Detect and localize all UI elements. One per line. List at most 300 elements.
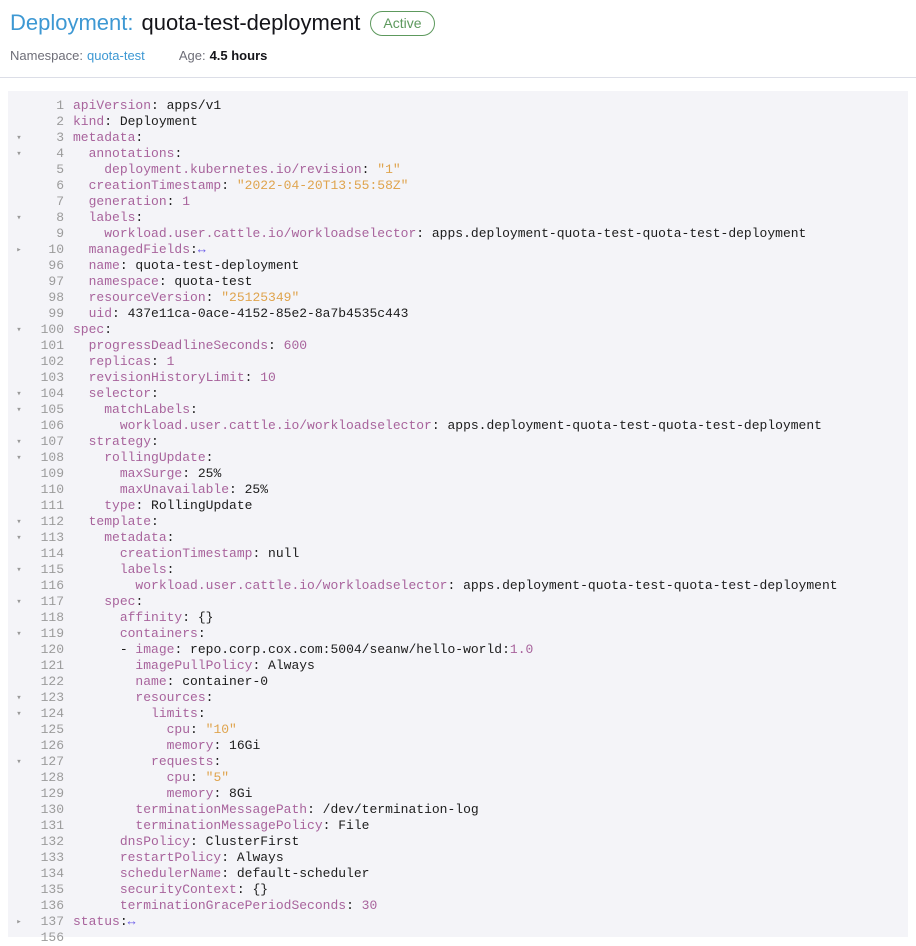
yaml-editor[interactable] <box>8 91 908 945</box>
line-content <box>73 514 159 530</box>
code-line[interactable] <box>8 754 908 770</box>
line-number: 124 <box>40 706 64 721</box>
fold-gutter-spacer <box>8 642 30 658</box>
code-line[interactable] <box>8 866 908 882</box>
code-line[interactable] <box>8 210 908 226</box>
code-line[interactable] <box>8 338 908 354</box>
line-content <box>73 274 252 290</box>
yaml-token: : <box>104 322 113 337</box>
yaml-token: generation <box>88 194 167 209</box>
line-content <box>73 610 213 626</box>
yaml-token: memory <box>166 738 214 753</box>
code-line[interactable] <box>8 418 908 434</box>
line-number: 135 <box>40 882 64 897</box>
fold-open-toggle-icon[interactable]: ▾ <box>16 405 22 415</box>
code-line[interactable] <box>8 546 908 562</box>
line-number: 133 <box>40 850 64 865</box>
line-content <box>73 242 206 258</box>
line-number: 129 <box>40 786 64 801</box>
fold-gutter-spacer <box>8 722 30 738</box>
yaml-token: : <box>190 722 206 737</box>
namespace-label: Namespace: <box>10 48 83 63</box>
line-content <box>73 98 221 114</box>
line-content <box>73 914 135 930</box>
code-line[interactable] <box>8 402 908 418</box>
code-line[interactable] <box>8 130 908 146</box>
yaml-token: template <box>88 514 152 529</box>
fold-gutter-spacer <box>8 546 30 562</box>
line-content <box>73 546 299 562</box>
yaml-token: 600 <box>283 338 308 353</box>
line-number: 113 <box>40 530 64 545</box>
line-content <box>73 866 369 882</box>
line-number: 101 <box>40 338 64 353</box>
line-number: 109 <box>40 466 64 481</box>
yaml-token: : 25% <box>229 482 269 497</box>
fold-open-toggle-icon[interactable]: ▾ <box>16 517 22 527</box>
code-line[interactable] <box>8 594 908 610</box>
yaml-token: : quota-test-deployment <box>119 258 300 273</box>
yaml-token: : Always <box>221 850 284 865</box>
detail-header <box>0 0 916 63</box>
fold-gutter-spacer <box>8 658 30 674</box>
yaml-token: : default-scheduler <box>221 866 370 881</box>
line-number: 9 <box>56 226 64 241</box>
yaml-token: selector <box>88 386 152 401</box>
fold-open-toggle-icon[interactable]: ▾ <box>16 453 22 463</box>
yaml-token: : <box>174 146 183 161</box>
line-number: 120 <box>40 642 64 657</box>
code-line[interactable] <box>8 386 908 402</box>
code-line[interactable] <box>8 930 908 946</box>
fold-open-toggle-icon[interactable]: ▾ <box>16 437 22 447</box>
code-line[interactable] <box>8 562 908 578</box>
line-content <box>73 450 213 466</box>
fold-gutter-spacer <box>8 482 30 498</box>
code-line[interactable] <box>8 258 908 274</box>
yaml-token: labels <box>88 210 136 225</box>
code-line[interactable] <box>8 450 908 466</box>
yaml-token: annotations <box>88 146 175 161</box>
fold-open-toggle-icon[interactable]: ▾ <box>16 565 22 575</box>
yaml-token: : container-0 <box>166 674 269 689</box>
yaml-token: : <box>197 706 206 721</box>
code-line[interactable] <box>8 882 908 898</box>
code-line[interactable] <box>8 194 908 210</box>
yaml-token: 1 <box>182 194 191 209</box>
fold-gutter-spacer <box>8 418 30 434</box>
line-content <box>73 322 112 338</box>
line-content <box>73 690 213 706</box>
age-value: 4.5 hours <box>209 48 268 63</box>
yaml-token: securityContext <box>119 882 237 897</box>
yaml-token: labels <box>119 562 167 577</box>
yaml-token: : <box>151 434 159 449</box>
line-content <box>73 706 206 722</box>
line-number: 127 <box>40 754 64 769</box>
line-content <box>73 482 268 498</box>
line-content <box>73 882 268 898</box>
code-line[interactable] <box>8 738 908 754</box>
yaml-token: : <box>151 386 159 401</box>
yaml-token: revisionHistoryLimit <box>88 370 245 385</box>
line-content <box>73 418 822 434</box>
yaml-token: progressDeadlineSeconds <box>88 338 269 353</box>
yaml-token: : apps.deployment-quota-test-quota-test-deployment <box>416 226 807 241</box>
yaml-token: replicas <box>88 354 152 369</box>
fold-gutter-spacer <box>8 882 30 898</box>
fold-gutter-spacer <box>8 898 30 914</box>
fold-open-toggle-icon[interactable]: ▾ <box>16 757 22 767</box>
line-number: 110 <box>40 482 64 497</box>
yaml-token: schedulerName <box>119 866 222 881</box>
yaml-token: : <box>205 290 222 305</box>
line-number: 7 <box>56 194 64 209</box>
fold-gutter-spacer <box>8 786 30 802</box>
fold-gutter-spacer <box>8 98 30 114</box>
code-line[interactable] <box>8 578 908 594</box>
code-line[interactable] <box>8 530 908 546</box>
line-number: 115 <box>40 562 64 577</box>
yaml-token: "5" <box>205 770 230 785</box>
resource-type-link[interactable]: Deployment: <box>10 10 134 35</box>
code-line[interactable] <box>8 642 908 658</box>
yaml-token: : File <box>322 818 370 833</box>
fold-collapsed-toggle-icon[interactable]: ▸ <box>16 245 22 255</box>
yaml-token: terminationGracePeriodSeconds <box>119 898 347 913</box>
fold-gutter-spacer <box>8 114 30 130</box>
yaml-token: : {} <box>182 610 214 625</box>
code-line[interactable] <box>8 178 908 194</box>
fold-gutter-spacer <box>8 370 30 386</box>
line-number: 98 <box>48 290 64 305</box>
code-line[interactable] <box>8 514 908 530</box>
yaml-token: managedFields <box>88 242 191 257</box>
line-number: 102 <box>40 354 64 369</box>
folded-content-marker[interactable]: ↔ <box>127 914 136 929</box>
line-content <box>73 818 369 834</box>
yaml-token: spec <box>73 322 105 337</box>
line-number: 125 <box>40 722 64 737</box>
code-line[interactable] <box>8 114 908 130</box>
yaml-token: containers <box>119 626 198 641</box>
yaml-token: : ClusterFirst <box>190 834 300 849</box>
line-number: 123 <box>40 690 64 705</box>
code-line[interactable] <box>8 226 908 242</box>
fold-collapsed-toggle-icon[interactable]: ▸ <box>16 917 22 927</box>
yaml-token: : Deployment <box>104 114 198 129</box>
line-content <box>73 290 299 306</box>
code-line[interactable] <box>8 898 908 914</box>
line-number: 103 <box>40 370 64 385</box>
yaml-token: 1 <box>166 354 175 369</box>
line-number: 107 <box>40 434 64 449</box>
line-content <box>73 258 299 274</box>
line-content <box>73 658 315 674</box>
fold-gutter-spacer <box>8 466 30 482</box>
yaml-token: workload.user.cattle.io/workloadselector <box>135 578 448 593</box>
fold-gutter-spacer <box>8 498 30 514</box>
fold-open-toggle-icon[interactable]: ▾ <box>16 629 22 639</box>
yaml-token: : <box>197 626 206 641</box>
yaml-token: : <box>119 914 128 929</box>
code-line[interactable] <box>8 242 908 258</box>
yaml-token: : 16Gi <box>213 738 261 753</box>
yaml-token: : <box>151 354 167 369</box>
fold-gutter-spacer <box>8 674 30 690</box>
yaml-token: requests <box>151 754 214 769</box>
fold-open-toggle-icon[interactable]: ▾ <box>16 325 22 335</box>
line-content <box>73 850 284 866</box>
fold-gutter-spacer <box>8 738 30 754</box>
page-title <box>10 8 906 38</box>
yaml-token: : apps/v1 <box>151 98 222 113</box>
line-content <box>73 178 408 194</box>
yaml-token: 30 <box>361 898 378 913</box>
line-number: 97 <box>48 274 64 289</box>
yaml-token: metadata <box>104 530 167 545</box>
yaml-token: : 437e11ca-0ace-4152-85e2-8a7b4535c443 <box>112 306 409 321</box>
yaml-token: creationTimestamp <box>119 546 253 561</box>
yaml-token: : apps.deployment-quota-test-quota-test-deployment <box>431 418 822 433</box>
yaml-token: : <box>135 210 144 225</box>
yaml-token: workload.user.cattle.io/workloadselector <box>119 418 432 433</box>
code-area[interactable] <box>8 98 908 946</box>
yaml-token: terminationMessagePath <box>135 802 308 817</box>
fold-gutter-spacer <box>8 194 30 210</box>
line-content <box>73 354 174 370</box>
code-line[interactable] <box>8 482 908 498</box>
yaml-token: 10 <box>260 370 276 385</box>
yaml-token: : /dev/termination-log <box>307 802 479 817</box>
yaml-token: : <box>166 194 183 209</box>
line-number: 5 <box>56 162 64 177</box>
code-line[interactable] <box>8 850 908 866</box>
yaml-token: : <box>190 402 198 417</box>
line-content <box>73 754 221 770</box>
resource-name: quota-test-deployment <box>141 10 361 35</box>
yaml-token: : <box>135 594 144 609</box>
line-content <box>73 642 533 658</box>
fold-gutter-spacer <box>8 818 30 834</box>
yaml-token: apiVersion <box>73 98 152 113</box>
fold-gutter-spacer <box>8 930 30 946</box>
yaml-token: type <box>104 498 136 513</box>
line-number: 112 <box>40 514 64 529</box>
yaml-token: namespace <box>88 274 159 289</box>
yaml-token: resourceVersion <box>88 290 206 305</box>
line-number: 4 <box>56 146 64 161</box>
line-number: 105 <box>40 402 64 417</box>
fold-gutter-spacer <box>8 290 30 306</box>
line-number: 130 <box>40 802 64 817</box>
resource-meta <box>10 48 906 63</box>
code-line[interactable] <box>8 162 908 178</box>
fold-gutter-spacer <box>8 338 30 354</box>
line-number: 128 <box>40 770 64 785</box>
yaml-token: name <box>88 258 120 273</box>
yaml-token: strategy <box>88 434 152 449</box>
line-content <box>73 466 221 482</box>
code-line[interactable] <box>8 834 908 850</box>
code-line[interactable] <box>8 98 908 114</box>
yaml-token: resources <box>135 690 206 705</box>
code-line[interactable] <box>8 290 908 306</box>
code-line[interactable] <box>8 674 908 690</box>
yaml-token: : <box>166 530 175 545</box>
yaml-token: : {} <box>236 882 269 897</box>
fold-gutter-spacer <box>8 178 30 194</box>
line-content <box>73 786 252 802</box>
code-line[interactable] <box>8 690 908 706</box>
line-number: 6 <box>56 178 64 193</box>
line-number: 118 <box>40 610 64 625</box>
yaml-token: : Always <box>252 658 315 673</box>
yaml-token: : <box>268 338 284 353</box>
code-line[interactable] <box>8 434 908 450</box>
line-content <box>73 114 198 130</box>
code-line[interactable] <box>8 322 908 338</box>
code-line[interactable] <box>8 146 908 162</box>
code-line[interactable] <box>8 354 908 370</box>
yaml-token: : <box>135 130 144 145</box>
yaml-token: : 25% <box>182 466 222 481</box>
fold-gutter-spacer <box>8 274 30 290</box>
yaml-token: status <box>73 914 120 929</box>
line-number: 99 <box>48 306 64 321</box>
code-line[interactable] <box>8 370 908 386</box>
line-number: 111 <box>40 498 64 513</box>
line-content <box>73 834 299 850</box>
line-number: 100 <box>40 322 64 337</box>
line-content <box>73 578 838 594</box>
yaml-token: memory <box>166 786 214 801</box>
fold-gutter-spacer <box>8 258 30 274</box>
code-line[interactable] <box>8 722 908 738</box>
code-line[interactable] <box>8 914 908 930</box>
yaml-token: : RollingUpdate <box>135 498 253 513</box>
yaml-token: kind <box>73 114 105 129</box>
code-line[interactable] <box>8 626 908 642</box>
line-content <box>73 130 143 146</box>
line-number: 114 <box>40 546 64 561</box>
line-number: 136 <box>40 898 64 913</box>
line-number: 1 <box>56 98 64 113</box>
yaml-token: : 8Gi <box>213 786 253 801</box>
yaml-token: deployment.kubernetes.io/revision <box>104 162 362 177</box>
line-content <box>73 898 377 914</box>
line-number: 134 <box>40 866 64 881</box>
code-line[interactable] <box>8 770 908 786</box>
line-number: 8 <box>56 210 64 225</box>
code-line[interactable] <box>8 498 908 514</box>
fold-gutter-spacer <box>8 770 30 786</box>
yaml-token: : repo.corp.cox.com:5004/seanw/hello-world: <box>174 642 510 657</box>
fold-gutter-spacer <box>8 354 30 370</box>
fold-gutter-spacer <box>8 162 30 178</box>
fold-open-toggle-icon[interactable]: ▾ <box>16 149 22 159</box>
yaml-token: : <box>244 370 261 385</box>
code-line[interactable] <box>8 658 908 674</box>
yaml-token: "2022-04-20T13:55:58Z" <box>236 178 409 193</box>
line-content <box>73 306 408 322</box>
line-number: 126 <box>40 738 64 753</box>
yaml-token: cpu <box>166 770 191 785</box>
fold-open-toggle-icon[interactable]: ▾ <box>16 709 22 719</box>
fold-gutter-spacer <box>8 610 30 626</box>
line-number: 131 <box>40 818 64 833</box>
fold-gutter-spacer <box>8 578 30 594</box>
line-content <box>73 802 479 818</box>
code-line[interactable] <box>8 466 908 482</box>
line-content <box>73 434 159 450</box>
yaml-token: rollingUpdate <box>104 450 206 465</box>
line-content <box>73 738 260 754</box>
fold-open-toggle-icon[interactable]: ▾ <box>16 693 22 703</box>
yaml-token: uid <box>88 306 113 321</box>
code-line[interactable] <box>8 786 908 802</box>
line-number: 3 <box>56 130 64 145</box>
fold-open-toggle-icon[interactable]: ▾ <box>16 213 22 223</box>
yaml-token: creationTimestamp <box>88 178 222 193</box>
folded-content-marker[interactable]: ↔ <box>197 242 206 257</box>
line-content <box>73 402 198 418</box>
yaml-token: : <box>361 162 378 177</box>
yaml-token: 1.0 <box>509 642 534 657</box>
fold-gutter-spacer <box>8 866 30 882</box>
yaml-token: : <box>166 562 175 577</box>
yaml-token: workload.user.cattle.io/workloadselector <box>104 226 417 241</box>
line-content <box>73 226 806 242</box>
yaml-token: : null <box>252 546 300 561</box>
line-number: 122 <box>40 674 64 689</box>
line-content <box>73 210 143 226</box>
yaml-token: : <box>205 690 214 705</box>
line-content <box>73 626 206 642</box>
line-content <box>73 722 237 738</box>
namespace-link[interactable]: quota-test <box>86 48 145 63</box>
fold-gutter-spacer <box>8 802 30 818</box>
fold-gutter-spacer <box>8 226 30 242</box>
code-line[interactable] <box>8 306 908 322</box>
yaml-token: - <box>119 642 136 657</box>
yaml-token: : <box>190 242 198 257</box>
fold-open-toggle-icon[interactable]: ▾ <box>16 133 22 143</box>
line-number: 121 <box>40 658 64 673</box>
yaml-token: : <box>346 898 362 913</box>
yaml-token: maxUnavailable <box>119 482 230 497</box>
code-line[interactable] <box>8 610 908 626</box>
yaml-token: name <box>135 674 167 689</box>
code-line[interactable] <box>8 274 908 290</box>
yaml-token: : apps.deployment-quota-test-quota-test-deployment <box>447 578 838 593</box>
fold-open-toggle-icon[interactable]: ▾ <box>16 597 22 607</box>
yaml-token: : <box>213 754 222 769</box>
fold-open-toggle-icon[interactable]: ▾ <box>16 533 22 543</box>
line-number: 108 <box>40 450 64 465</box>
line-number: 156 <box>40 930 64 945</box>
yaml-token: "10" <box>205 722 237 737</box>
line-number: 96 <box>48 258 64 273</box>
line-content <box>73 530 174 546</box>
line-number: 2 <box>56 114 64 129</box>
code-line[interactable] <box>8 802 908 818</box>
status-badge: Active <box>370 11 434 36</box>
code-line[interactable] <box>8 818 908 834</box>
fold-open-toggle-icon[interactable]: ▾ <box>16 389 22 399</box>
yaml-token: cpu <box>166 722 191 737</box>
code-line[interactable] <box>8 706 908 722</box>
